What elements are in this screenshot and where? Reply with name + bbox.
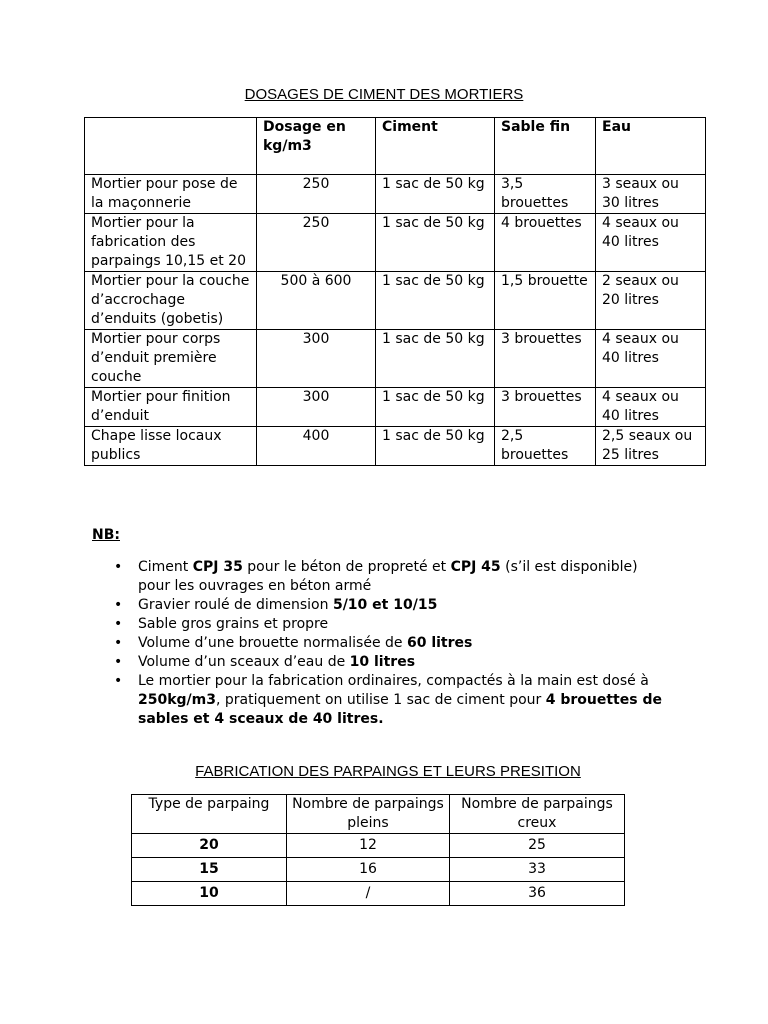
cement-cell: 1 sac de 50 kg <box>376 214 495 272</box>
dosage-table <box>84 117 706 466</box>
dosage-cell: 400 <box>257 427 376 466</box>
note-bold-text: CPJ 45 <box>450 559 501 575</box>
sand-cell: 3 brouettes <box>495 330 596 388</box>
bullet-icon: • <box>114 616 123 632</box>
notes-list <box>110 558 670 729</box>
table-row <box>132 882 625 906</box>
mortar-type-cell: Mortier pour pose de la maçonnerie <box>85 175 257 214</box>
table-row <box>85 272 706 330</box>
header-cell: Sable fin <box>495 118 596 175</box>
sand-cell: 1,5 brouette <box>495 272 596 330</box>
cement-cell: 1 sac de 50 kg <box>376 330 495 388</box>
parpaing-type-cell: 15 <box>132 858 287 882</box>
title-parpaings: FABRICATION DES PARPAINGS ET LEURS PRESITION <box>195 763 581 780</box>
cement-cell: 1 sac de 50 kg <box>376 175 495 214</box>
note-bold-text: 10 litres <box>349 654 416 670</box>
dosage-cell: 250 <box>257 214 376 272</box>
table-row <box>85 427 706 466</box>
note-text: , pratiquement on utilise 1 sac de ciment pour <box>216 692 546 708</box>
bullet-icon: • <box>114 673 123 689</box>
bullet-icon: • <box>114 635 123 651</box>
note-bold-text: CPJ 35 <box>192 559 243 575</box>
sand-cell: 3 brouettes <box>495 388 596 427</box>
note-item <box>110 672 670 729</box>
dosage-cell: 300 <box>257 388 376 427</box>
nb-label: NB: <box>92 527 120 543</box>
dosage-cell: 250 <box>257 175 376 214</box>
table-header-row <box>132 795 625 834</box>
note-text: Sable gros grains et propre <box>138 616 329 632</box>
sand-cell: 2,5 brouettes <box>495 427 596 466</box>
sand-cell: 4 brouettes <box>495 214 596 272</box>
header-cell: Type de parpaing <box>132 795 287 834</box>
full-count-cell: 16 <box>287 858 450 882</box>
note-text: Le mortier pour la fabrication ordinaires, compactés à la main est dosé à <box>138 673 649 689</box>
note-bold-text: 250kg/m3 <box>138 692 216 708</box>
mortar-type-cell: Mortier pour la couche d’accrochage d’enduits (gobetis) <box>85 272 257 330</box>
mortar-type-cell: Mortier pour finition d’enduit <box>85 388 257 427</box>
note-item <box>110 558 670 596</box>
header-cell: Dosage en kg/m3 <box>257 118 376 175</box>
note-item <box>110 615 670 634</box>
note-text: Volume d’une brouette normalisée de <box>138 635 407 651</box>
table-row <box>132 858 625 882</box>
cement-cell: 1 sac de 50 kg <box>376 388 495 427</box>
note-text: Ciment <box>138 559 193 575</box>
note-bold-text: 4 brouettes de sables et 4 sceaux de 40 litres. <box>138 692 662 727</box>
note-bold-text: 60 litres <box>406 635 473 651</box>
hollow-count-cell: 25 <box>450 834 625 858</box>
note-text: Gravier roulé de dimension <box>138 597 333 613</box>
header-cell <box>85 118 257 175</box>
title-dosages: DOSAGES DE CIMENT DES MORTIERS <box>244 86 524 103</box>
table-row <box>85 388 706 427</box>
mortar-type-cell: Mortier pour la fabrication des parpaings 10,15 et 20 <box>85 214 257 272</box>
dosage-cell: 300 <box>257 330 376 388</box>
table-row <box>85 175 706 214</box>
table-row <box>85 214 706 272</box>
dosage-cell: 500 à 600 <box>257 272 376 330</box>
bullet-icon: • <box>114 559 123 575</box>
bullet-icon: • <box>114 597 123 613</box>
table-row <box>132 834 625 858</box>
table-row <box>85 330 706 388</box>
note-text: Volume d’un sceaux d’eau de <box>138 654 350 670</box>
header-cell: Ciment <box>376 118 495 175</box>
note-text: (s’il est disponible) pour les ouvrages en béton armé <box>138 559 638 594</box>
cement-cell: 1 sac de 50 kg <box>376 427 495 466</box>
full-count-cell: / <box>287 882 450 906</box>
bullet-icon: • <box>114 654 123 670</box>
water-cell: 4 seaux ou 40 litres <box>596 214 706 272</box>
table-header-row <box>85 118 706 175</box>
water-cell: 2 seaux ou 20 litres <box>596 272 706 330</box>
mortar-type-cell: Mortier pour corps d’enduit première couche <box>85 330 257 388</box>
header-cell: Nombre de parpaings pleins <box>287 795 450 834</box>
header-cell: Nombre de parpaings creux <box>450 795 625 834</box>
water-cell: 4 seaux ou 40 litres <box>596 330 706 388</box>
parpaing-type-cell: 10 <box>132 882 287 906</box>
sand-cell: 3,5 brouettes <box>495 175 596 214</box>
water-cell: 2,5 seaux ou 25 litres <box>596 427 706 466</box>
full-count-cell: 12 <box>287 834 450 858</box>
hollow-count-cell: 36 <box>450 882 625 906</box>
water-cell: 4 seaux ou 40 litres <box>596 388 706 427</box>
note-item <box>110 634 670 653</box>
note-item <box>110 653 670 672</box>
hollow-count-cell: 33 <box>450 858 625 882</box>
note-bold-text: 5/10 et 10/15 <box>332 597 438 613</box>
header-cell: Eau <box>596 118 706 175</box>
cement-cell: 1 sac de 50 kg <box>376 272 495 330</box>
note-text: pour le béton de propreté et <box>242 559 451 575</box>
note-item <box>110 596 670 615</box>
water-cell: 3 seaux ou 30 litres <box>596 175 706 214</box>
parpaing-table <box>131 794 625 906</box>
parpaing-type-cell: 20 <box>132 834 287 858</box>
mortar-type-cell: Chape lisse locaux publics <box>85 427 257 466</box>
